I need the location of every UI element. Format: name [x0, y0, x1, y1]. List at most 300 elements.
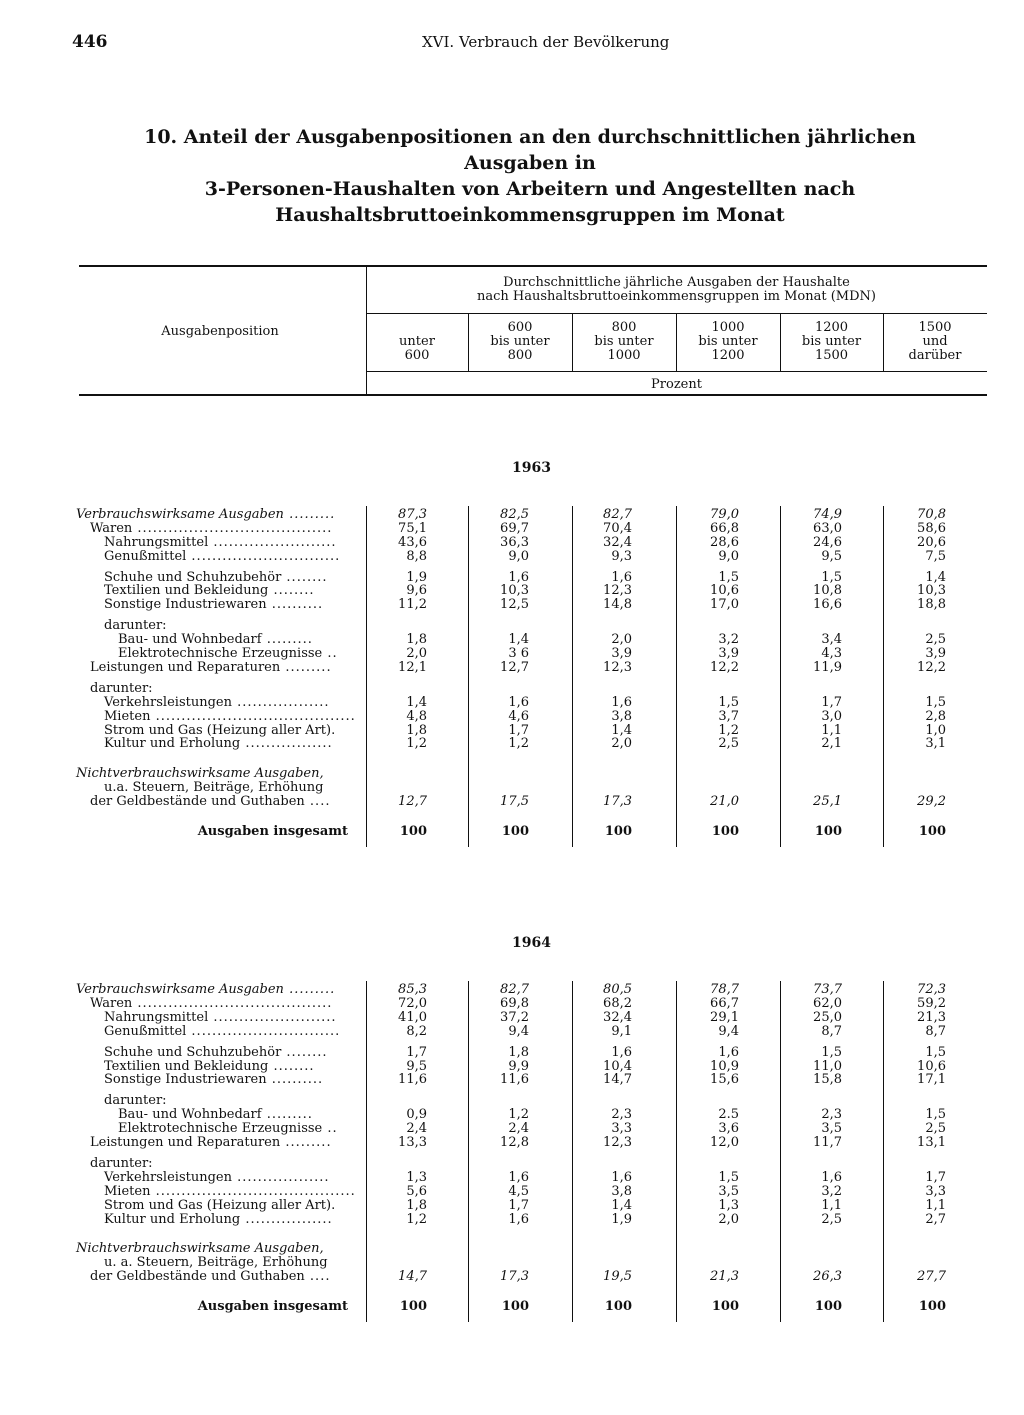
value-cell: 100 — [918, 1299, 946, 1314]
row-label — [104, 584, 315, 598]
row-label — [104, 696, 329, 710]
value-cell: 3,2 — [821, 1184, 842, 1199]
value-cell: 1,4 — [508, 632, 529, 647]
value-cell: 3,1 — [925, 736, 946, 751]
table-row — [0, 536, 1024, 550]
leader-dots: ......... — [280, 660, 332, 675]
leader-dots: ........................ — [208, 1010, 337, 1025]
table-row — [0, 1171, 1024, 1185]
leader-dots: ............................. — [186, 1024, 341, 1039]
leader-dots: .. — [322, 1121, 338, 1136]
value-cell: 1,4 — [611, 723, 632, 738]
value-cell: 11,2 — [398, 597, 427, 612]
value-cell: 1,2 — [718, 723, 739, 738]
value-cell: 1,5 — [925, 695, 946, 710]
value-cell: 3,6 — [718, 1121, 739, 1136]
table-row — [0, 1108, 1024, 1122]
value-cell: 9,6 — [406, 583, 427, 598]
row-label — [150, 825, 348, 839]
row-label-text: Schuhe und Schuhzubehör — [104, 570, 282, 585]
column-header-line: darüber — [908, 348, 962, 363]
value-cell: 18,8 — [917, 597, 946, 612]
value-cell: 2,4 — [406, 1121, 427, 1136]
value-cell: 32,4 — [603, 535, 632, 550]
row-label — [118, 1108, 313, 1122]
value-cell: 3,0 — [821, 709, 842, 724]
row-label-text: Genußmittel — [104, 549, 187, 564]
row-label-text: Waren — [90, 996, 133, 1011]
column-header-line: unter — [399, 334, 435, 349]
value-cell: 1,6 — [508, 695, 529, 710]
row-label — [90, 661, 332, 675]
value-cell: 3,5 — [718, 1184, 739, 1199]
leader-dots: .......... — [266, 1072, 324, 1087]
value-cell: 2,0 — [611, 736, 632, 751]
row-label-text: Genußmittel — [104, 1024, 187, 1039]
value-cell: 69,7 — [500, 521, 529, 536]
span-header-line: nach Haushaltsbruttoeinkommensgruppen im Monat (MDN) — [477, 289, 876, 304]
value-cell: 75,1 — [398, 521, 427, 536]
row-label — [104, 1011, 337, 1025]
column-header-line: bis unter — [490, 334, 550, 349]
row-label-text: darunter: — [90, 1156, 153, 1171]
value-cell: 4,5 — [508, 1184, 529, 1199]
table-row — [0, 1157, 1024, 1171]
table-row — [0, 1242, 1024, 1256]
column-header-line: 1200 — [814, 320, 849, 335]
value-cell: 12,8 — [500, 1135, 529, 1150]
value-cell: 100 — [501, 824, 529, 839]
value-cell: 36,3 — [500, 535, 529, 550]
value-cell: 2,5 — [925, 1121, 946, 1136]
header-bottom-rule — [79, 394, 987, 396]
leader-dots: ...................................... — [132, 996, 333, 1011]
value-cell: 27,7 — [917, 1269, 946, 1284]
title-line: 10. Anteil der Ausgabenpositionen an den durchschnittlichen jährlichen Ausgaben in — [144, 126, 916, 174]
value-cell: 58,6 — [917, 521, 946, 536]
value-cell: 1,1 — [821, 723, 842, 738]
value-cell: 4,8 — [406, 709, 427, 724]
value-cell: 12,3 — [603, 583, 632, 598]
table-row — [0, 508, 1024, 522]
value-cell: 82,7 — [500, 982, 529, 997]
leader-dots: ......... — [283, 982, 336, 997]
column-header — [572, 321, 676, 363]
row-label — [150, 1300, 348, 1314]
value-cell: 10,3 — [917, 583, 946, 598]
row-label-text: darunter: — [104, 1093, 167, 1108]
row-label — [104, 1185, 356, 1199]
value-cell: 12,7 — [500, 660, 529, 675]
value-cell: 4,3 — [821, 646, 842, 661]
value-cell: 1,6 — [508, 1170, 529, 1185]
value-cell: 7,5 — [925, 549, 946, 564]
value-cell: 82,7 — [603, 507, 632, 522]
row-label-text: Ausgaben insgesamt — [197, 824, 348, 839]
leader-dots: ........ — [281, 1045, 328, 1060]
row-label — [76, 983, 335, 997]
value-cell: 20,6 — [917, 535, 946, 550]
value-cell: 9,5 — [406, 1059, 427, 1074]
top-rule — [79, 265, 987, 267]
value-cell: 1,4 — [611, 1198, 632, 1213]
value-cell: 3,9 — [925, 646, 946, 661]
row-label — [104, 781, 323, 795]
table-row — [0, 825, 1024, 839]
value-cell: 100 — [399, 824, 427, 839]
row-label-text: u. a. Steuern, Beiträge, Erhöhung — [104, 1255, 328, 1270]
row-label — [104, 737, 333, 751]
row-label — [104, 1256, 328, 1270]
column-header-line: und — [922, 334, 948, 349]
value-cell: 10,3 — [500, 583, 529, 598]
value-cell: 1,6 — [508, 570, 529, 585]
value-cell: 3,4 — [821, 632, 842, 647]
value-cell: 1,6 — [508, 1212, 529, 1227]
value-cell: 2,3 — [821, 1107, 842, 1122]
value-cell: 79,0 — [710, 507, 739, 522]
row-label — [104, 536, 337, 550]
row-label-text: Mieten — [104, 709, 151, 724]
table-row — [0, 710, 1024, 724]
value-cell: 41,0 — [398, 1010, 427, 1025]
leader-dots: ......... — [280, 1135, 332, 1150]
value-cell: 9,1 — [611, 1024, 632, 1039]
page-number: 446 — [72, 32, 108, 52]
value-cell: 2,4 — [508, 1121, 529, 1136]
column-header-line: 600 — [507, 320, 533, 335]
value-cell: 66,8 — [710, 521, 739, 536]
unit-label: Prozent — [651, 377, 702, 392]
value-cell: 100 — [501, 1299, 529, 1314]
leader-dots: ....................................... — [150, 1184, 356, 1199]
row-label-text: Nahrungsmittel — [104, 535, 209, 550]
value-cell: 85,3 — [398, 982, 427, 997]
value-cell: 9,0 — [718, 549, 739, 564]
value-cell: 1,6 — [611, 1045, 632, 1060]
table-row — [0, 696, 1024, 710]
value-cell: 70,8 — [917, 507, 946, 522]
leader-dots: ................. — [240, 736, 333, 751]
row-label-text: Nichtverbrauchswirksame Ausgaben, — [76, 766, 324, 781]
value-cell: 1,2 — [508, 736, 529, 751]
value-cell: 12,3 — [603, 1135, 632, 1150]
value-cell: 1,5 — [718, 695, 739, 710]
row-label-text: Nichtverbrauchswirksame Ausgaben, — [76, 1241, 324, 1256]
value-cell: 2,3 — [611, 1107, 632, 1122]
value-cell: 59,2 — [917, 996, 946, 1011]
row-label — [90, 795, 330, 809]
row-label — [104, 550, 340, 564]
table-row — [0, 1270, 1024, 1284]
value-cell: 78,7 — [710, 982, 739, 997]
table-row — [0, 1025, 1024, 1039]
leader-dots: ............................. — [186, 549, 341, 564]
value-cell: 1,3 — [406, 1170, 427, 1185]
leader-dots: .. — [322, 646, 338, 661]
value-cell: 9,9 — [508, 1059, 529, 1074]
value-cell: 100 — [814, 824, 842, 839]
value-cell: 14,8 — [603, 597, 632, 612]
value-cell: 3,3 — [925, 1184, 946, 1199]
value-cell: 100 — [604, 1299, 632, 1314]
stub-header: Ausgabenposition — [161, 324, 279, 339]
value-cell: 3,8 — [611, 709, 632, 724]
row-label-text: Waren — [90, 521, 133, 536]
value-cell: 12,2 — [917, 660, 946, 675]
value-cell: 1,4 — [925, 570, 946, 585]
value-cell: 19,5 — [603, 1269, 632, 1284]
row-label-text: Elektrotechnische Erzeugnisse — [118, 1121, 323, 1136]
leader-dots: ........ — [268, 583, 315, 598]
table-row — [0, 1011, 1024, 1025]
leader-dots: . — [331, 723, 337, 738]
row-label-text: der Geldbestände und Guthaben — [90, 1269, 305, 1284]
leader-dots: ........ — [281, 570, 328, 585]
row-label — [104, 1199, 336, 1213]
value-cell: 14,7 — [603, 1072, 632, 1087]
value-cell: 82,5 — [500, 507, 529, 522]
row-label-text: Verbrauchswirksame Ausgaben — [76, 982, 284, 997]
table-row — [0, 781, 1024, 795]
table-row — [0, 1256, 1024, 1270]
leader-dots: ......... — [261, 632, 313, 647]
value-cell: 100 — [399, 1299, 427, 1314]
value-cell: 11,0 — [813, 1059, 842, 1074]
row-label-text: Verkehrsleistungen — [104, 695, 232, 710]
value-cell: 1,6 — [611, 1170, 632, 1185]
leader-dots: . — [331, 1198, 337, 1213]
leader-dots: ....................................... — [150, 709, 356, 724]
row-label-text: Textilien und Bekleidung — [104, 583, 269, 598]
value-cell: 9,4 — [718, 1024, 739, 1039]
value-cell: 1,8 — [406, 723, 427, 738]
column-header-line: bis unter — [698, 334, 758, 349]
value-cell: 17,1 — [917, 1072, 946, 1087]
row-label — [90, 682, 153, 696]
column-header — [780, 321, 883, 363]
leader-dots: ........................ — [208, 535, 337, 550]
value-cell: 2,0 — [718, 1212, 739, 1227]
value-cell: 15,8 — [813, 1072, 842, 1087]
value-cell: 10,6 — [710, 583, 739, 598]
value-cell: 12,0 — [710, 1135, 739, 1150]
table-row — [0, 1073, 1024, 1087]
value-cell: 63,0 — [813, 521, 842, 536]
value-cell: 1,7 — [821, 695, 842, 710]
leader-dots: .......... — [266, 597, 324, 612]
value-cell: 3,7 — [718, 709, 739, 724]
value-cell: 1,2 — [406, 736, 427, 751]
row-label-text: Bau- und Wohnbedarf — [118, 1107, 262, 1122]
value-cell: 13,1 — [917, 1135, 946, 1150]
column-header-line: 800 — [507, 348, 533, 363]
table-row — [0, 522, 1024, 536]
value-cell: 4,6 — [508, 709, 529, 724]
row-label-text: Verkehrsleistungen — [104, 1170, 232, 1185]
value-cell: 1,1 — [821, 1198, 842, 1213]
value-cell: 1,6 — [718, 1045, 739, 1060]
value-cell: 16,6 — [813, 597, 842, 612]
value-cell: 2.5 — [718, 1107, 739, 1122]
value-cell: 1,5 — [821, 1045, 842, 1060]
value-cell: 26,3 — [813, 1269, 842, 1284]
row-label — [76, 1242, 324, 1256]
value-cell: 25,0 — [813, 1010, 842, 1025]
value-cell: 1,7 — [925, 1170, 946, 1185]
value-cell: 1,8 — [508, 1045, 529, 1060]
value-cell: 3 6 — [508, 646, 529, 661]
value-cell: 2,0 — [611, 632, 632, 647]
value-cell: 21,3 — [917, 1010, 946, 1025]
value-cell: 1,3 — [718, 1198, 739, 1213]
value-cell: 100 — [604, 824, 632, 839]
value-cell: 68,2 — [603, 996, 632, 1011]
unit-rule — [366, 371, 987, 372]
value-cell: 2,5 — [925, 632, 946, 647]
column-header-line — [366, 321, 468, 335]
value-cell: 29,2 — [917, 794, 946, 809]
value-cell: 2,0 — [406, 646, 427, 661]
value-cell: 12,3 — [603, 660, 632, 675]
table-row — [0, 1046, 1024, 1060]
value-cell: 1,7 — [508, 1198, 529, 1213]
value-cell: 9,4 — [508, 1024, 529, 1039]
column-header — [366, 321, 468, 363]
value-cell: 0,9 — [406, 1107, 427, 1122]
row-label-text: Sonstige Industriewaren — [104, 597, 267, 612]
row-label — [104, 1046, 328, 1060]
row-label — [90, 522, 332, 536]
value-cell: 1,1 — [925, 1198, 946, 1213]
value-cell: 12,5 — [500, 597, 529, 612]
column-header-line: bis unter — [594, 334, 654, 349]
value-cell: 10,9 — [710, 1059, 739, 1074]
value-cell: 17,0 — [710, 597, 739, 612]
value-cell: 1,0 — [925, 723, 946, 738]
column-header-line: 600 — [404, 348, 430, 363]
value-cell: 1,7 — [508, 723, 529, 738]
value-cell: 3,9 — [718, 646, 739, 661]
value-cell: 100 — [711, 824, 739, 839]
table-row — [0, 647, 1024, 661]
table-row — [0, 1094, 1024, 1108]
value-cell: 25,1 — [813, 794, 842, 809]
row-label-text: darunter: — [104, 618, 167, 633]
row-label-text: darunter: — [90, 681, 153, 696]
column-header-line: 1000 — [711, 320, 745, 335]
year-heading: 1963 — [512, 460, 551, 476]
value-cell: 11,9 — [813, 660, 842, 675]
row-label — [104, 1213, 333, 1227]
table-row — [0, 619, 1024, 633]
value-cell: 12,2 — [710, 660, 739, 675]
table-row — [0, 737, 1024, 751]
value-cell: 2,8 — [925, 709, 946, 724]
table-row — [0, 633, 1024, 647]
row-label-text: Ausgaben insgesamt — [197, 1299, 348, 1314]
value-cell: 17,5 — [500, 794, 529, 809]
row-label-text: Schuhe und Schuhzubehör — [104, 1045, 282, 1060]
value-cell: 1,5 — [925, 1107, 946, 1122]
row-label-text: Strom und Gas (Heizung aller Art) — [104, 723, 332, 738]
value-cell: 1,6 — [611, 695, 632, 710]
running-head: XVI. Verbrauch der Bevölkerung — [422, 33, 670, 51]
value-cell: 9,5 — [821, 549, 842, 564]
leader-dots: .... — [304, 794, 331, 809]
value-cell: 11,6 — [398, 1072, 427, 1087]
column-header — [676, 321, 780, 363]
row-label — [104, 1073, 323, 1087]
year-heading: 1964 — [512, 935, 551, 951]
row-label-text: Elektrotechnische Erzeugnisse — [118, 646, 323, 661]
row-label-text: Bau- und Wohnbedarf — [118, 632, 262, 647]
table-title — [100, 124, 960, 228]
value-cell: 21,0 — [710, 794, 739, 809]
value-cell: 87,3 — [398, 507, 427, 522]
table-row — [0, 767, 1024, 781]
value-cell: 1,4 — [406, 695, 427, 710]
value-cell: 72,3 — [917, 982, 946, 997]
value-cell: 32,4 — [603, 1010, 632, 1025]
row-label — [118, 1122, 338, 1136]
leader-dots: ........ — [268, 1059, 315, 1074]
table-row — [0, 584, 1024, 598]
column-header-line: 800 — [611, 320, 637, 335]
value-cell: 3,8 — [611, 1184, 632, 1199]
value-cell: 9,3 — [611, 549, 632, 564]
span-header-line: Durchschnittliche jährliche Ausgaben der Haushalte — [503, 275, 850, 290]
leader-dots: ...................................... — [132, 521, 333, 536]
value-cell: 1,5 — [821, 570, 842, 585]
value-cell: 3,2 — [718, 632, 739, 647]
value-cell: 1,5 — [718, 570, 739, 585]
row-label-text: Leistungen und Reparaturen — [90, 660, 281, 675]
value-cell: 3,3 — [611, 1121, 632, 1136]
table-row — [0, 983, 1024, 997]
column-header-line: 1200 — [711, 348, 745, 363]
value-cell: 10,4 — [603, 1059, 632, 1074]
value-cell: 17,3 — [500, 1269, 529, 1284]
value-cell: 2,5 — [821, 1212, 842, 1227]
table-row — [0, 1199, 1024, 1213]
row-label-text: Textilien und Bekleidung — [104, 1059, 269, 1074]
row-label — [90, 997, 332, 1011]
value-cell: 8,8 — [406, 549, 427, 564]
leader-dots: ......... — [261, 1107, 313, 1122]
table-row — [0, 1213, 1024, 1227]
table-row — [0, 1300, 1024, 1314]
leader-dots: ......... — [283, 507, 336, 522]
value-cell: 73,7 — [813, 982, 842, 997]
value-cell: 62,0 — [813, 996, 842, 1011]
row-label — [118, 633, 313, 647]
value-cell: 17,3 — [603, 794, 632, 809]
value-cell: 12,1 — [398, 660, 427, 675]
row-label — [104, 710, 356, 724]
value-cell: 74,9 — [813, 507, 842, 522]
row-label — [104, 1025, 340, 1039]
table-row — [0, 682, 1024, 696]
column-header — [468, 321, 572, 363]
value-cell: 1,9 — [406, 570, 427, 585]
value-cell: 2,7 — [925, 1212, 946, 1227]
leader-dots: .................. — [231, 695, 330, 710]
row-label — [104, 619, 167, 633]
row-label-text: Verbrauchswirksame Ausgaben — [76, 507, 284, 522]
row-label-text: Nahrungsmittel — [104, 1010, 209, 1025]
value-cell: 24,6 — [813, 535, 842, 550]
